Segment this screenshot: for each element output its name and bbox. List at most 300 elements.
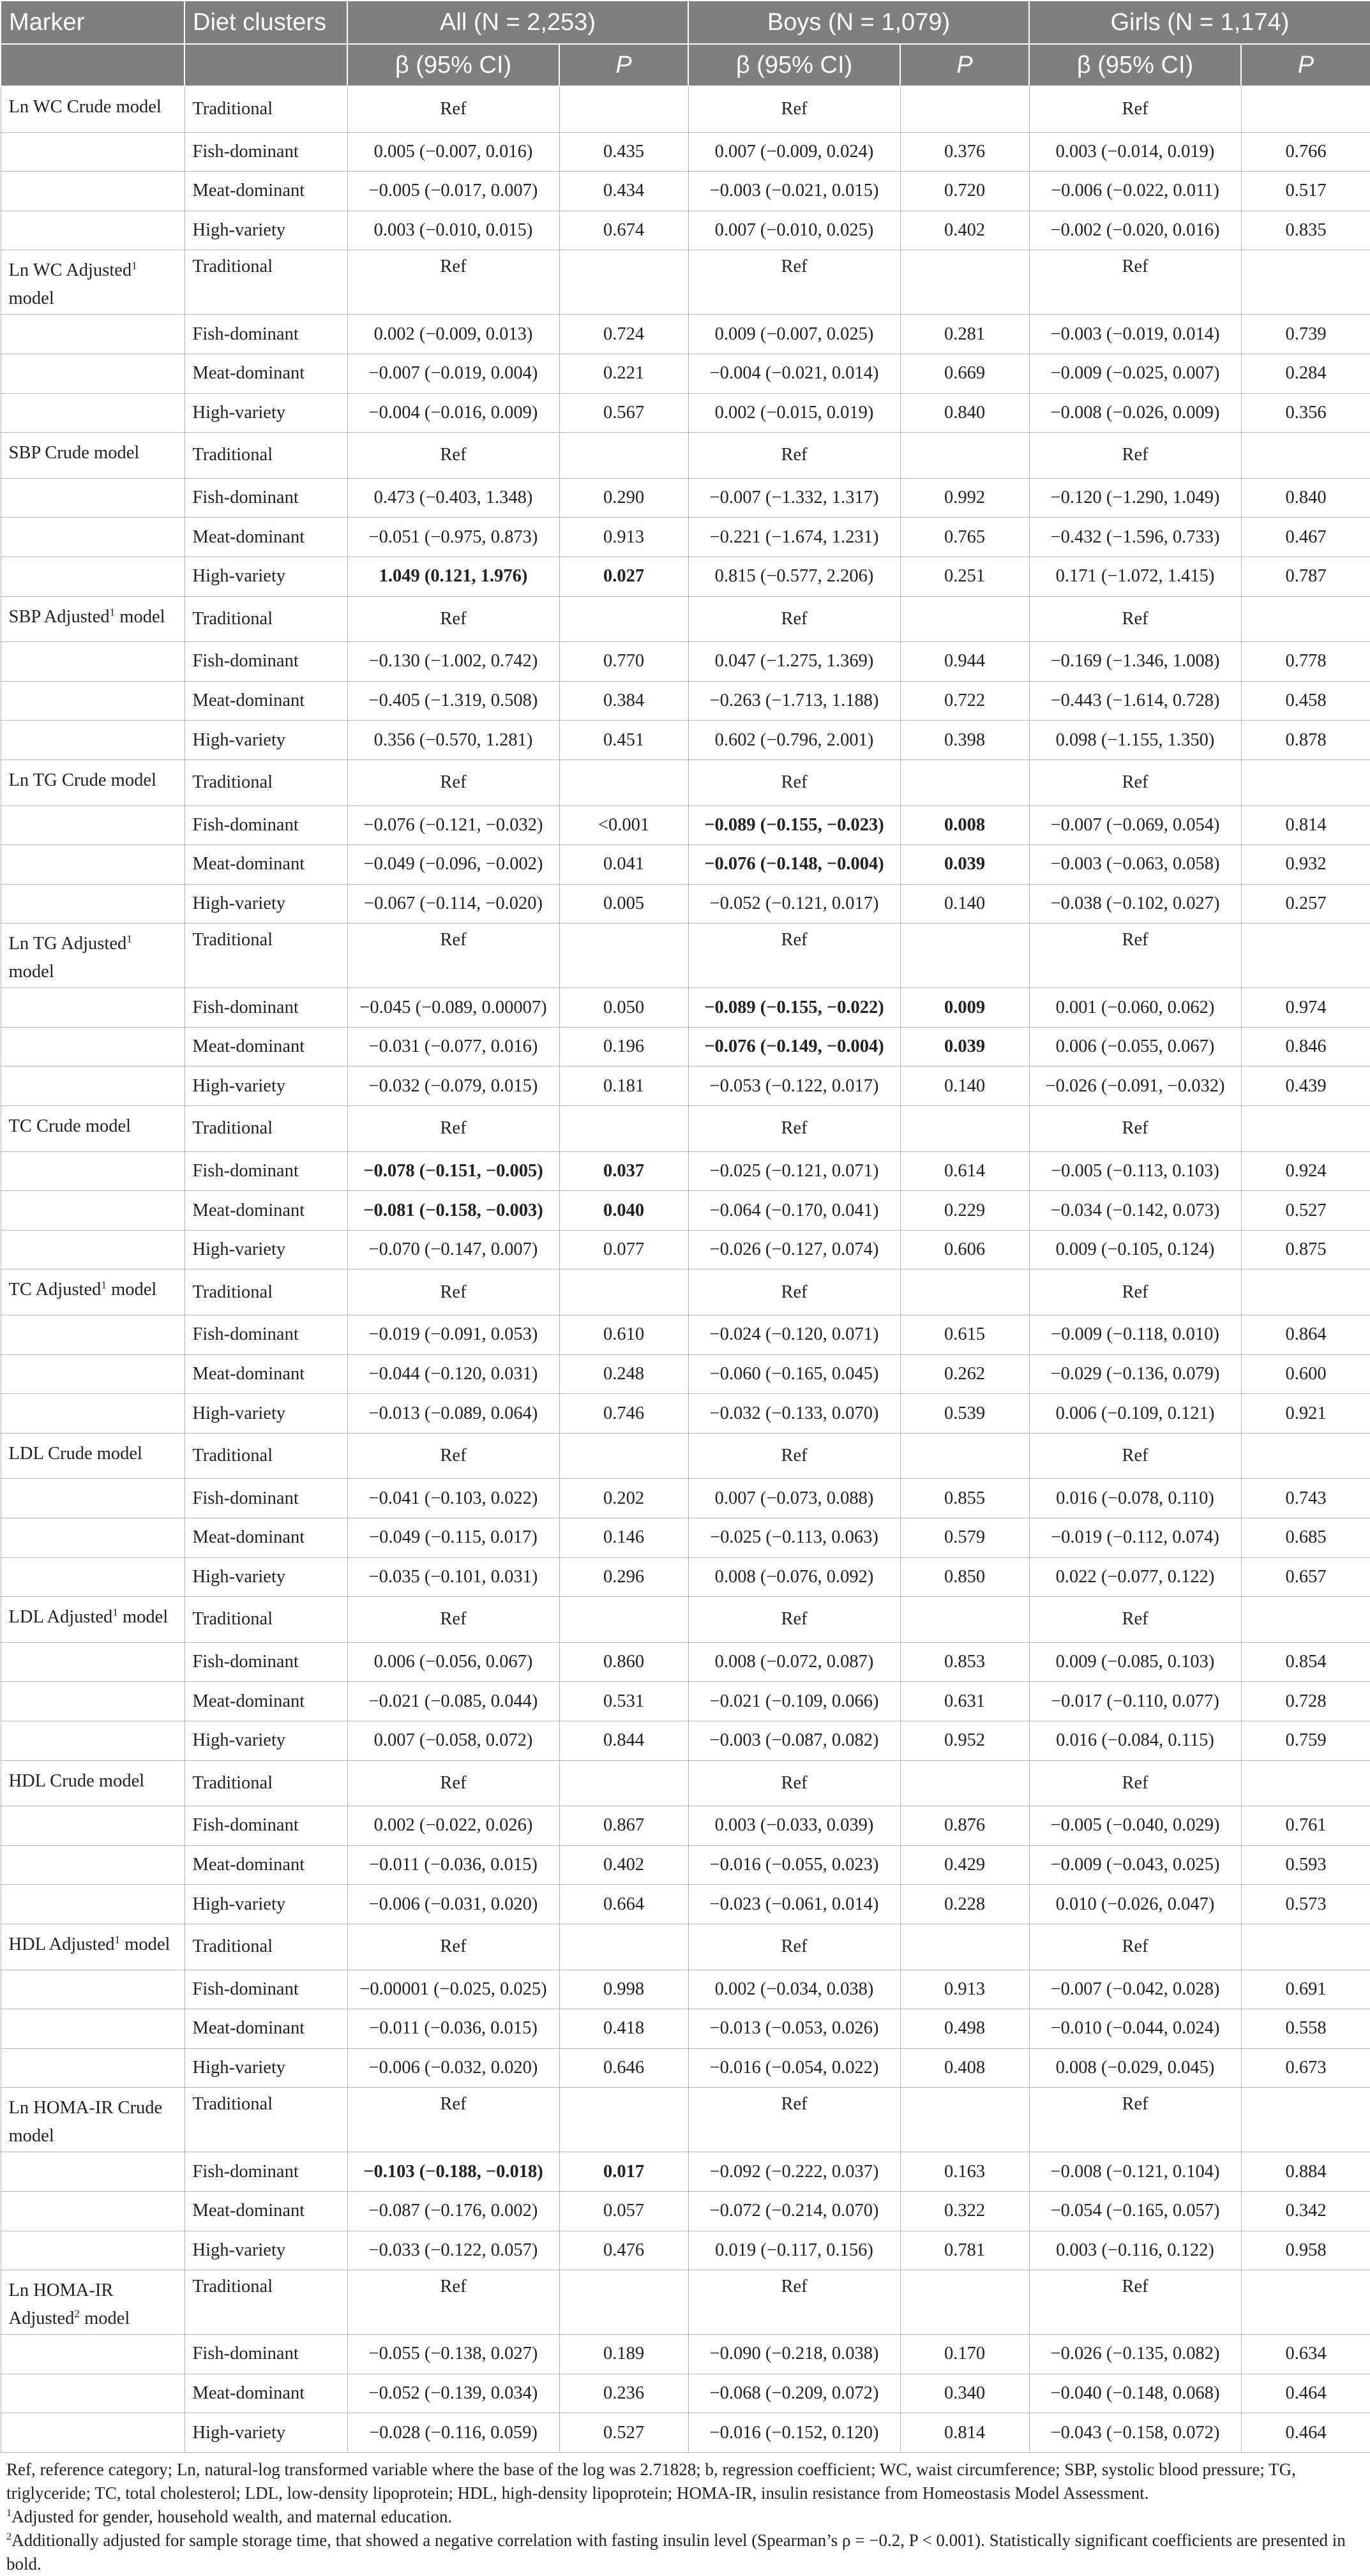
p-all-cell: 0.027 [559,557,688,596]
beta-girls-cell: 0.008 (−0.029, 0.045) [1029,2048,1241,2088]
diet-cluster-cell: Fish-dominant [184,1479,347,1518]
footnote-2 [6,2529,1364,2576]
p-girls-cell: 0.573 [1241,1885,1370,1924]
table-row [1,760,1370,805]
table-row [1,250,1370,315]
marker-blank [1,681,184,721]
beta-boys-cell: Ref [688,2270,900,2335]
p-boys-cell: 0.913 [900,1970,1029,2009]
p-boys-cell: 0.631 [900,1682,1029,1721]
p-girls-cell [1241,433,1370,479]
beta-all-cell: −0.081 (−0.158, −0.003) [347,1191,559,1231]
diet-cluster-cell: Fish-dominant [184,805,347,845]
beta-boys-cell: −0.013 (−0.053, 0.026) [688,2009,900,2049]
beta-all-cell: −0.049 (−0.115, 0.017) [347,1518,559,1558]
marker-blank [1,1721,184,1760]
diet-cluster-cell: Traditional [184,2088,347,2152]
beta-all-cell: −0.087 (−0.176, 0.002) [347,2191,559,2231]
marker-name: TC Adjusted [8,1280,102,1300]
diet-cluster-cell: High-variety [184,2048,347,2088]
table-row [1,1597,1370,1643]
marker-footnote-mark: 1 [132,259,137,272]
beta-all-cell: −0.041 (−0.103, 0.022) [347,1479,559,1518]
diet-cluster-cell: High-variety [184,884,347,924]
p-all-cell: <0.001 [559,805,688,845]
beta-boys-cell: 0.815 (−0.577, 2.206) [688,557,900,596]
p-all-cell: 0.057 [559,2191,688,2231]
table-row [1,681,1370,721]
beta-boys-cell: 0.007 (−0.010, 0.025) [688,211,900,250]
beta-all-cell: −0.004 (−0.016, 0.009) [347,393,559,433]
diet-cluster-cell: Meat-dominant [184,518,347,557]
p-boys-cell: 0.402 [900,211,1029,250]
p-all-cell: 0.998 [559,1970,688,2009]
table-row [1,2413,1370,2453]
beta-boys-cell: −0.068 (−0.209, 0.072) [688,2374,900,2413]
header-beta-all: β (95% CI) [347,44,559,86]
p-girls-cell: 0.517 [1241,172,1370,211]
table-row [1,2048,1370,2088]
p-boys-cell [900,596,1029,642]
table-row [1,2270,1370,2335]
p-boys-cell: 0.229 [900,1191,1029,1231]
beta-all-cell: −0.007 (−0.019, 0.004) [347,354,559,393]
beta-all-cell: −0.028 (−0.116, 0.059) [347,2413,559,2453]
table-row [1,805,1370,845]
beta-boys-cell: 0.009 (−0.007, 0.025) [688,315,900,354]
p-all-cell: 0.040 [559,1191,688,1231]
p-boys-cell [900,2270,1029,2335]
beta-girls-cell: −0.017 (−0.110, 0.077) [1029,1682,1241,1721]
table-row [1,86,1370,132]
marker-name: Ln TG Adjusted [8,934,127,954]
diet-cluster-cell: Meat-dominant [184,1682,347,1721]
table-row [1,596,1370,642]
diet-cluster-cell: Traditional [184,1269,347,1315]
p-boys-cell [900,924,1029,988]
p-boys-cell: 0.615 [900,1315,1029,1355]
table-row [1,2374,1370,2413]
p-girls-cell: 0.766 [1241,132,1370,172]
table-row [1,2191,1370,2231]
marker-label [1,924,184,988]
p-girls-cell: 0.439 [1241,1067,1370,1106]
beta-all-cell: Ref [347,1106,559,1152]
diet-cluster-cell: High-variety [184,1394,347,1434]
beta-all-cell: Ref [347,2270,559,2335]
footnote-2-text: Additionally adjusted for sample storage time, that showed a negative correlation with fasting insulin level (Spearman’s ρ = −0.2, P < 0.001). Statistically significant coefficients are presented in bold. [6,2530,1346,2573]
p-girls-cell [1241,1433,1370,1479]
diet-cluster-cell: Meat-dominant [184,2009,347,2049]
p-girls-cell [1241,1760,1370,1806]
beta-girls-cell: −0.432 (−1.596, 0.733) [1029,518,1241,557]
table-row [1,315,1370,354]
header-blank-2 [184,44,347,86]
p-all-cell: 0.476 [559,2231,688,2270]
table-row [1,1845,1370,1885]
p-all-cell: 0.435 [559,132,688,172]
marker-blank [1,315,184,354]
marker-blank [1,1479,184,1518]
beta-girls-cell: 0.006 (−0.055, 0.067) [1029,1027,1241,1067]
p-boys-cell: 0.340 [900,2374,1029,2413]
beta-girls-cell: 0.003 (−0.116, 0.122) [1029,2231,1241,2270]
beta-all-cell: Ref [347,1597,559,1643]
table-row [1,2152,1370,2192]
beta-all-cell: −0.130 (−1.002, 0.742) [347,642,559,682]
p-boys-cell: 0.614 [900,1151,1029,1191]
table-row [1,1970,1370,2009]
p-boys-cell [900,1924,1029,1970]
marker-suffix: model [79,2309,130,2329]
beta-girls-cell: −0.003 (−0.019, 0.014) [1029,315,1241,354]
p-all-cell: 0.202 [559,1479,688,1518]
beta-girls-cell: Ref [1029,1760,1241,1806]
p-girls-cell [1241,1269,1370,1315]
beta-all-cell: −0.067 (−0.114, −0.020) [347,884,559,924]
marker-suffix: model [120,1934,170,1954]
beta-all-cell: 0.005 (−0.007, 0.016) [347,132,559,172]
beta-all-cell: 1.049 (0.121, 1.976) [347,557,559,596]
beta-girls-cell: Ref [1029,596,1241,642]
diet-cluster-cell: High-variety [184,211,347,250]
marker-name: HDL Crude model [8,1771,145,1791]
p-all-cell: 0.402 [559,1845,688,1885]
diet-cluster-cell: High-variety [184,2413,347,2453]
p-all-cell: 0.005 [559,884,688,924]
p-boys-cell: 0.408 [900,2048,1029,2088]
p-boys-cell: 0.669 [900,354,1029,393]
marker-footnote-mark: 1 [109,606,116,618]
beta-girls-cell: Ref [1029,1924,1241,1970]
beta-girls-cell: −0.006 (−0.022, 0.011) [1029,172,1241,211]
header-blank-1 [1,44,184,86]
table-row [1,1191,1370,1231]
beta-girls-cell: Ref [1029,433,1241,479]
beta-boys-cell: Ref [688,86,900,132]
beta-all-cell: −0.031 (−0.077, 0.016) [347,1027,559,1067]
p-girls-cell: 0.458 [1241,681,1370,721]
p-girls-cell: 0.932 [1241,845,1370,885]
marker-footnote-mark: 1 [112,1606,118,1619]
header-beta-girls: β (95% CI) [1029,44,1241,86]
beta-boys-cell: 0.008 (−0.072, 0.087) [688,1642,900,1682]
beta-all-cell: −0.052 (−0.139, 0.034) [347,2374,559,2413]
beta-girls-cell: Ref [1029,924,1241,988]
p-all-cell [559,924,688,988]
p-girls-cell: 0.884 [1241,2152,1370,2192]
table-row [1,2231,1370,2270]
beta-all-cell: 0.003 (−0.010, 0.015) [347,211,559,250]
beta-boys-cell: −0.076 (−0.149, −0.004) [688,1027,900,1067]
p-all-cell [559,1597,688,1643]
p-all-cell: 0.531 [559,1682,688,1721]
diet-cluster-cell: High-variety [184,1721,347,1760]
table-row [1,721,1370,760]
beta-all-cell: −0.035 (−0.101, 0.031) [347,1557,559,1597]
beta-boys-cell: −0.092 (−0.222, 0.037) [688,2152,900,2192]
beta-boys-cell: −0.016 (−0.152, 0.120) [688,2413,900,2453]
p-all-cell: 0.296 [559,1557,688,1597]
p-boys-cell: 0.008 [900,805,1029,845]
marker-blank [1,2191,184,2231]
marker-footnote-mark: 2 [74,2307,80,2320]
beta-boys-cell: Ref [688,250,900,315]
beta-girls-cell: −0.043 (−0.158, 0.072) [1029,2413,1241,2453]
p-all-cell: 0.844 [559,1721,688,1760]
diet-cluster-cell: Traditional [184,1433,347,1479]
marker-blank [1,1151,184,1191]
beta-all-cell: 0.473 (−0.403, 1.348) [347,478,559,518]
diet-cluster-cell: Meat-dominant [184,2374,347,2413]
beta-all-cell: Ref [347,433,559,479]
table-row [1,845,1370,885]
marker-blank [1,642,184,682]
p-girls-cell [1241,86,1370,132]
p-girls-cell: 0.728 [1241,1682,1370,1721]
table-row [1,1315,1370,1355]
marker-blank [1,2152,184,2192]
beta-girls-cell: 0.009 (−0.085, 0.103) [1029,1642,1241,1682]
beta-all-cell: −0.051 (−0.975, 0.873) [347,518,559,557]
header-diet-clusters: Diet clusters [184,1,347,44]
p-boys-cell: 0.952 [900,1721,1029,1760]
diet-cluster-cell: High-variety [184,1230,347,1269]
p-all-cell: 0.221 [559,354,688,393]
diet-cluster-cell: Traditional [184,1924,347,1970]
beta-boys-cell: −0.025 (−0.121, 0.071) [688,1151,900,1191]
beta-all-cell: −0.006 (−0.031, 0.020) [347,1885,559,1924]
beta-all-cell: 0.006 (−0.056, 0.067) [347,1642,559,1682]
table-row [1,1433,1370,1479]
p-boys-cell: 0.163 [900,2152,1029,2192]
beta-girls-cell: Ref [1029,1269,1241,1315]
beta-all-cell: −0.011 (−0.036, 0.015) [347,1845,559,1885]
beta-boys-cell: −0.089 (−0.155, −0.023) [688,805,900,845]
beta-girls-cell: −0.010 (−0.044, 0.024) [1029,2009,1241,2049]
diet-cluster-cell: Traditional [184,86,347,132]
p-boys-cell: 0.606 [900,1230,1029,1269]
p-all-cell: 0.017 [559,2152,688,2192]
marker-label [1,760,184,805]
p-all-cell: 0.248 [559,1354,688,1394]
marker-blank [1,1315,184,1355]
beta-all-cell: Ref [347,2088,559,2152]
marker-blank [1,557,184,596]
table-row [1,1806,1370,1846]
beta-girls-cell: −0.008 (−0.121, 0.104) [1029,2152,1241,2192]
beta-girls-cell: −0.008 (−0.026, 0.009) [1029,393,1241,433]
beta-boys-cell: Ref [688,2088,900,2152]
p-girls-cell: 0.814 [1241,805,1370,845]
p-girls-cell: 0.974 [1241,988,1370,1028]
header-p-boys: P [900,44,1029,86]
p-girls-cell: 0.685 [1241,1518,1370,1558]
beta-all-cell: Ref [347,86,559,132]
p-girls-cell: 0.743 [1241,1479,1370,1518]
p-girls-cell: 0.739 [1241,315,1370,354]
marker-label [1,1269,184,1315]
diet-cluster-cell: Fish-dominant [184,642,347,682]
beta-boys-cell: Ref [688,1924,900,1970]
beta-girls-cell: −0.120 (−1.290, 1.049) [1029,478,1241,518]
marker-blank [1,1845,184,1885]
p-boys-cell: 0.140 [900,1067,1029,1106]
p-all-cell [559,250,688,315]
diet-cluster-cell: Meat-dominant [184,1191,347,1231]
beta-all-cell: Ref [347,1433,559,1479]
p-girls-cell: 0.759 [1241,1721,1370,1760]
p-all-cell: 0.146 [559,1518,688,1558]
p-boys-cell: 0.228 [900,1885,1029,1924]
p-boys-cell: 0.722 [900,681,1029,721]
header-p-all: P [559,44,688,86]
header-girls: Girls (N = 1,174) [1029,1,1370,44]
p-all-cell: 0.451 [559,721,688,760]
beta-girls-cell: Ref [1029,86,1241,132]
p-boys-cell: 0.720 [900,172,1029,211]
footnote-2-mark: 2 [6,2530,12,2542]
diet-cluster-cell: Fish-dominant [184,1151,347,1191]
beta-boys-cell: Ref [688,1269,900,1315]
table-row [1,2088,1370,2152]
p-boys-cell: 0.850 [900,1557,1029,1597]
p-girls-cell: 0.921 [1241,1394,1370,1434]
table-row [1,1682,1370,1721]
beta-all-cell: −0.033 (−0.122, 0.057) [347,2231,559,2270]
marker-suffix: model [117,1607,169,1628]
marker-blank [1,1191,184,1231]
beta-girls-cell: −0.443 (−1.614, 0.728) [1029,681,1241,721]
p-boys-cell: 0.539 [900,1394,1029,1434]
table-row [1,1760,1370,1806]
p-boys-cell: 0.498 [900,2009,1029,2049]
marker-blank [1,132,184,172]
beta-all-cell: 0.002 (−0.022, 0.026) [347,1806,559,1846]
header-all: All (N = 2,253) [347,1,688,44]
marker-blank [1,1067,184,1106]
p-boys-cell [900,86,1029,132]
beta-boys-cell: Ref [688,1106,900,1152]
p-boys-cell [900,2088,1029,2152]
marker-blank [1,1642,184,1682]
beta-all-cell: Ref [347,250,559,315]
beta-girls-cell: −0.038 (−0.102, 0.027) [1029,884,1241,924]
marker-blank [1,884,184,924]
p-all-cell: 0.664 [559,1885,688,1924]
p-girls-cell: 0.673 [1241,2048,1370,2088]
p-boys-cell: 0.579 [900,1518,1029,1558]
marker-label [1,250,184,315]
beta-boys-cell: −0.026 (−0.127, 0.074) [688,1230,900,1269]
p-girls-cell [1241,596,1370,642]
beta-all-cell: −0.006 (−0.032, 0.020) [347,2048,559,2088]
p-boys-cell: 0.039 [900,1027,1029,1067]
beta-boys-cell: 0.003 (−0.033, 0.039) [688,1806,900,1846]
p-all-cell: 0.724 [559,315,688,354]
p-boys-cell: 0.009 [900,988,1029,1028]
p-boys-cell: 0.322 [900,2191,1029,2231]
beta-boys-cell: −0.090 (−0.218, 0.038) [688,2335,900,2374]
table-row [1,1924,1370,1970]
p-boys-cell: 0.765 [900,518,1029,557]
beta-girls-cell: Ref [1029,250,1241,315]
p-girls-cell [1241,760,1370,805]
diet-cluster-cell: Fish-dominant [184,478,347,518]
footnote-1 [6,2505,1364,2529]
p-all-cell: 0.041 [559,845,688,885]
p-all-cell: 0.567 [559,393,688,433]
beta-girls-cell: 0.003 (−0.014, 0.019) [1029,132,1241,172]
diet-cluster-cell: Fish-dominant [184,1806,347,1846]
marker-name: Ln TG Crude model [8,770,156,790]
beta-boys-cell: −0.003 (−0.087, 0.082) [688,1721,900,1760]
footnote-abbreviations: Ref, reference category; Ln, natural-log transformed variable where the base of the log was 2.71828; b, regression coefficient; WC, waist circumference; SBP, systolic blood pressure; TG, triglyceride; TC, total cholesterol; LDL, low-density lipoprotein; HDL, high-density lipoprotein; HOMA-IR, insulin resistance from Homeostasis Model Assessment. [6,2459,1296,2503]
marker-name: SBP Adjusted [8,606,110,627]
p-girls-cell [1241,1924,1370,1970]
table-row [1,478,1370,518]
beta-boys-cell: Ref [688,760,900,805]
table-body [1,86,1370,2452]
p-all-cell: 0.860 [559,1642,688,1682]
footnote-1-mark: 1 [6,2506,12,2519]
p-girls-cell: 0.840 [1241,478,1370,518]
beta-girls-cell: Ref [1029,2270,1241,2335]
p-boys-cell: 0.170 [900,2335,1029,2374]
beta-all-cell: −0.011 (−0.036, 0.015) [347,2009,559,2049]
marker-blank [1,1885,184,1924]
diet-cluster-cell: Traditional [184,596,347,642]
beta-girls-cell: 0.010 (−0.026, 0.047) [1029,1885,1241,1924]
table-row [1,1721,1370,1760]
beta-boys-cell: Ref [688,924,900,988]
diet-cluster-cell: High-variety [184,1885,347,1924]
p-girls-cell: 0.464 [1241,2413,1370,2453]
marker-label [1,1597,184,1643]
marker-blank [1,518,184,557]
beta-boys-cell: −0.004 (−0.021, 0.014) [688,354,900,393]
p-girls-cell [1241,250,1370,315]
p-girls-cell: 0.600 [1241,1354,1370,1394]
marker-blank [1,1806,184,1846]
table-row [1,1151,1370,1191]
p-all-cell: 0.913 [559,518,688,557]
p-all-cell: 0.189 [559,2335,688,2374]
diet-cluster-cell: Fish-dominant [184,2152,347,2192]
p-boys-cell: 0.855 [900,1479,1029,1518]
p-boys-cell [900,250,1029,315]
diet-cluster-cell: High-variety [184,721,347,760]
p-all-cell: 0.290 [559,478,688,518]
beta-all-cell: Ref [347,1269,559,1315]
table-row [1,393,1370,433]
p-all-cell: 0.527 [559,2413,688,2453]
marker-name: Ln HOMA-IR Crude model [8,2098,163,2146]
beta-boys-cell: −0.089 (−0.155, −0.022) [688,988,900,1028]
p-all-cell: 0.867 [559,1806,688,1846]
p-all-cell: 0.236 [559,2374,688,2413]
table-row [1,1518,1370,1558]
p-girls-cell [1241,1597,1370,1643]
beta-all-cell: −0.103 (−0.188, −0.018) [347,2152,559,2192]
p-all-cell [559,433,688,479]
p-boys-cell [900,1269,1029,1315]
table-row [1,642,1370,682]
diet-cluster-cell: Meat-dominant [184,1518,347,1558]
diet-cluster-cell: Traditional [184,1106,347,1152]
marker-blank [1,1394,184,1434]
beta-girls-cell: Ref [1029,1597,1241,1643]
